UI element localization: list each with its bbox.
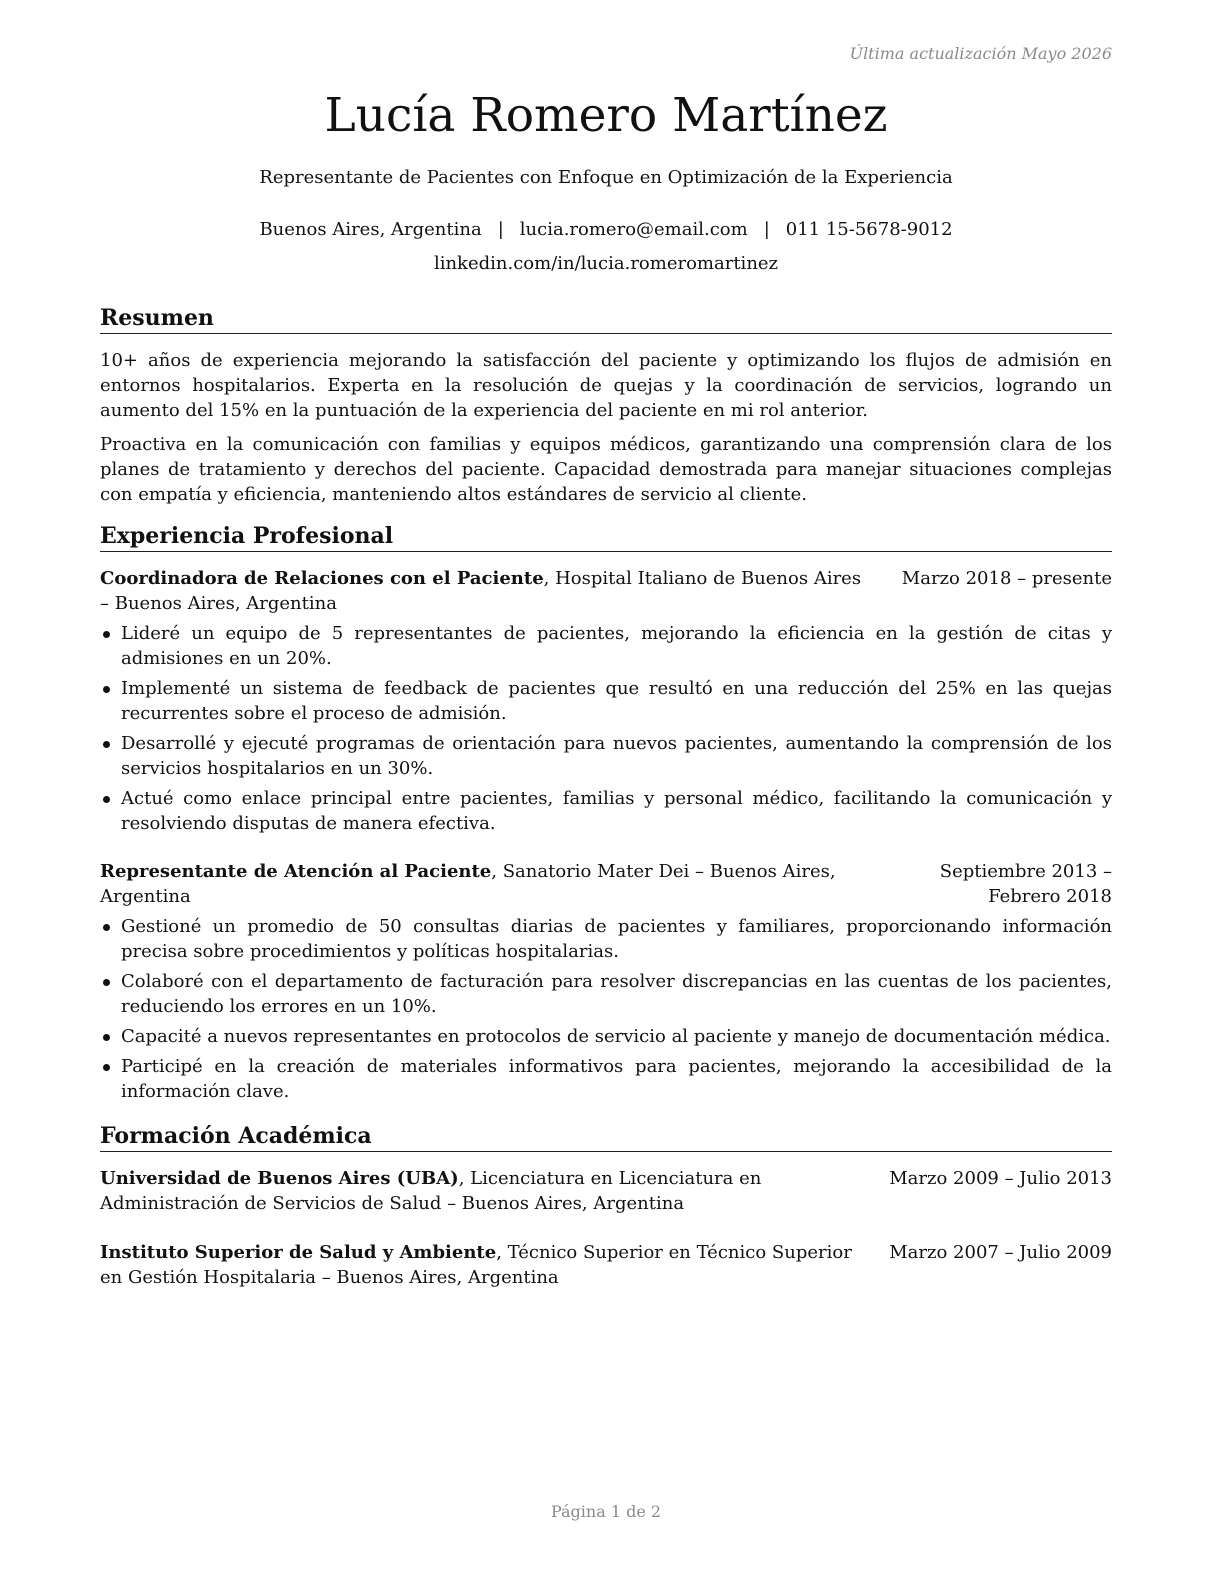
bullet-icon	[103, 1034, 110, 1041]
education-detail: , Técnico Superior en Técnico Superior en Gestión Hospitalaria – Buenos Aires, Argentina	[100, 1242, 852, 1288]
section-title-experience: Experiencia Profesional	[100, 523, 1112, 552]
education-entry	[100, 1166, 1112, 1216]
education-dates: Marzo 2007 – Julio 2009	[889, 1242, 1112, 1263]
last-updated-note: Última actualización Mayo 2026	[849, 44, 1112, 63]
job-title-line	[100, 859, 872, 909]
bullet-icon	[103, 796, 110, 803]
job-organization: , Sanatorio Mater Dei – Buenos Aires, Argentina	[100, 861, 836, 907]
list-item: Colaboré con el departamento de facturación para resolver discrepancias en las cuentas de los pacientes, reduciendo los errores en un 10%.	[100, 969, 1112, 1019]
contact-separator: |	[763, 219, 770, 240]
list-item: Implementé un sistema de feedback de pacientes que resultó en una reducción del 25% en las quejas recurrentes sobre el proceso de admisión.	[100, 676, 1112, 726]
section-title-summary: Resumen	[100, 305, 1112, 334]
list-item: Gestioné un promedio de 50 consultas diarias de pacientes y familiares, proporcionando información precisa sobre procedimientos y políticas hospitalarias.	[100, 914, 1112, 964]
candidate-headline: Representante de Pacientes con Enfoque en Optimización de la Experiencia	[259, 167, 953, 188]
job-dates: Marzo 2018 – presente	[901, 568, 1112, 589]
job-title-line	[100, 566, 902, 616]
education-title-line	[100, 1240, 889, 1290]
summary-paragraph: 10+ años de experiencia mejorando la satisfacción del paciente y optimizando los flujos de admisión en entornos hospitalarios. Experta en la resolución de quejas y la coordinación de servicios, logrando un aumento del 15% en la puntuación de la experiencia del paciente en mi rol anterior.	[100, 350, 1112, 421]
bullet-icon	[103, 686, 110, 693]
linkedin-link[interactable]: linkedin.com/in/lucia.romeromartinez	[433, 253, 779, 274]
job-role: Coordinadora de Relaciones con el Paciente	[100, 568, 544, 589]
bullet-icon	[103, 1064, 110, 1071]
job-bullets	[100, 914, 1112, 1109]
bullet-icon	[103, 741, 110, 748]
job-role: Representante de Atención al Paciente	[100, 861, 492, 882]
list-item: Actué como enlace principal entre pacientes, familias y personal médico, facilitando la comunicación y resolviendo disputas de manera efectiva.	[100, 786, 1112, 836]
education-entry	[100, 1240, 1112, 1290]
education-institution: Universidad de Buenos Aires (UBA)	[100, 1168, 459, 1189]
contact-separator: |	[497, 219, 504, 240]
section-title-education: Formación Académica	[100, 1123, 1112, 1152]
email-link[interactable]: lucia.romero@email.com	[519, 219, 748, 240]
summary-paragraph: Proactiva en la comunicación con familias y equipos médicos, garantizando una comprensión clara de los planes de tratamiento y derechos del paciente. Capacidad demostrada para manejar situaciones complejas con empatía y eficiencia, manteniendo altos estándares de servicio al cliente.	[100, 434, 1112, 505]
bullet-icon	[103, 924, 110, 931]
job-header	[100, 566, 1112, 616]
location-text: Buenos Aires, Argentina	[259, 219, 482, 240]
education-detail: , Licenciatura en Licenciatura en Administración de Servicios de Salud – Buenos Aires, Argentina	[100, 1168, 762, 1214]
contact-line	[100, 219, 1112, 240]
page-number: Página 1 de 2	[550, 1502, 662, 1521]
bullet-icon	[103, 631, 110, 638]
job-organization: , Hospital Italiano de Buenos Aires – Buenos Aires, Argentina	[100, 568, 862, 614]
job-header	[100, 859, 1112, 909]
bullet-icon	[103, 979, 110, 986]
job-dates: Septiembre 2013 – Febrero 2018	[939, 861, 1112, 907]
education-dates: Marzo 2009 – Julio 2013	[889, 1168, 1112, 1189]
job-bullets	[100, 621, 1112, 841]
education-title-line	[100, 1166, 889, 1216]
list-item: Lideré un equipo de 5 representantes de pacientes, mejorando la eficiencia en la gestión de citas y admisiones en un 20%.	[100, 621, 1112, 671]
candidate-name: Lucía Romero Martínez	[324, 88, 888, 143]
list-item: Desarrollé y ejecuté programas de orientación para nuevos pacientes, aumentando la comprensión de los servicios hospitalarios en un 30%.	[100, 731, 1112, 781]
resume-page	[100, 0, 1112, 1584]
phone-text: 011 15-5678-9012	[785, 219, 953, 240]
list-item: Capacité a nuevos representantes en protocolos de servicio al paciente y manejo de documentación médica.	[100, 1024, 1112, 1049]
education-institution: Instituto Superior de Salud y Ambiente	[100, 1242, 497, 1263]
list-item: Participé en la creación de materiales informativos para pacientes, mejorando la accesibilidad de la información clave.	[100, 1054, 1112, 1104]
